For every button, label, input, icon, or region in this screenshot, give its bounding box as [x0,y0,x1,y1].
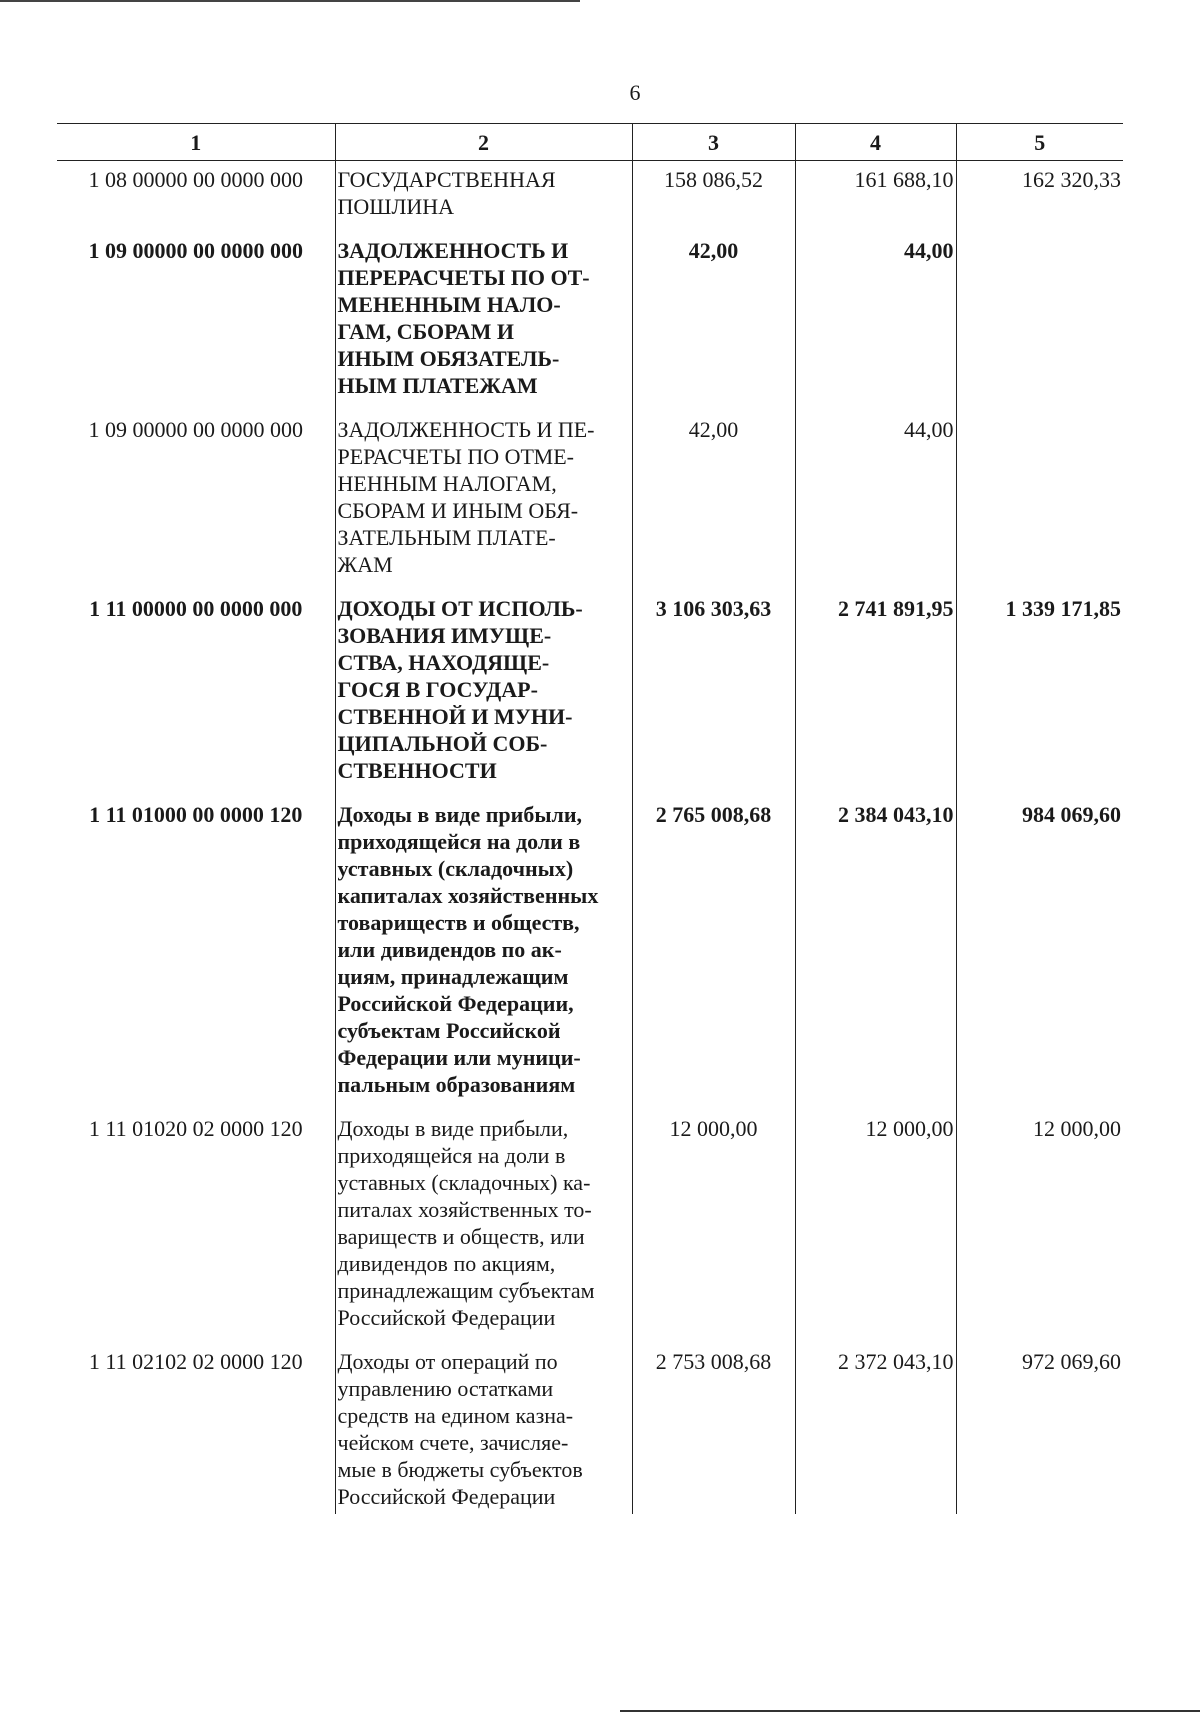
row-name-cell: Доходы в виде прибыли, приходящейся на доли в уставных (складочных) капиталах хозяйственных товариществ и обществ, или дивидендов по ак- циям, принадлежащим Российской Федерации, субъектам Российской Федерации или муници- пальным образованиям [335,796,632,1110]
row-value-col5-cell [956,232,1123,411]
table-row [57,590,1123,796]
row-name-cell: ЗАДОЛЖЕННОСТЬ И ПЕ- РЕРАСЧЕТЫ ПО ОТМЕ- НЕННЫМ НАЛОГАМ, СБОРАМ И ИНЫМ ОБЯ- ЗАТЕЛЬНЫМ ПЛАТЕ- ЖАМ [335,411,632,590]
header-col-2: 2 [335,124,632,161]
row-code-cell: 1 08 00000 00 0000 000 [88,167,303,192]
row-value-col3-cell: 42,00 [632,411,795,590]
row-code-cell: 1 11 02102 02 0000 120 [88,1349,303,1374]
row-value-col3-cell: 158 086,52 [632,161,795,233]
table-row [57,232,1123,411]
row-value-col3-cell: 2 753 008,68 [632,1343,795,1514]
row-value-col5-cell: 1 339 171,85 [956,590,1123,796]
row-value-col5-cell: 984 069,60 [956,796,1123,1110]
row-value-col3-cell: 42,00 [632,232,795,411]
header-col-1: 1 [57,124,335,161]
header-col-5: 5 [956,124,1123,161]
row-value-col4-cell: 2 384 043,10 [795,796,956,1110]
row-value-col4-cell: 161 688,10 [795,161,956,233]
table-row [57,161,1123,233]
row-code-cell: 1 09 00000 00 0000 000 [88,417,303,442]
row-value-col5-cell [956,411,1123,590]
row-value-col4-cell: 2 741 891,95 [795,590,956,796]
table-row [57,1343,1123,1514]
row-name-cell: ГОСУДАРСТВЕННАЯ ПОШЛИНА [335,161,632,233]
page-number: 6 [629,80,641,105]
row-value-col5-cell: 12 000,00 [956,1110,1123,1343]
budget-revenue-table [57,123,1123,1514]
header-col-4: 4 [795,124,956,161]
row-name-cell: ДОХОДЫ ОТ ИСПОЛЬ- ЗОВАНИЯ ИМУЩЕ- СТВА, НАХОДЯЩЕ- ГОСЯ В ГОСУДАР- СТВЕННОЙ И МУНИ- ЦИПАЛЬНОЙ СОБ- СТВЕННОСТИ [335,590,632,796]
row-code-cell: 1 11 01020 02 0000 120 [88,1116,303,1141]
row-value-col4-cell: 12 000,00 [795,1110,956,1343]
row-value-col4-cell: 2 372 043,10 [795,1343,956,1514]
top-scan-rule [0,0,580,2]
row-value-col4-cell: 44,00 [795,232,956,411]
header-col-3: 3 [632,124,795,161]
table-row [57,796,1123,1110]
row-code-cell: 1 11 01000 00 0000 120 [89,802,303,827]
row-name-cell: Доходы в виде прибыли, приходящейся на доли в уставных (складочных) ка- питалах хозяйственных то- вариществ и обществ, или дивидендов по акциям, принадлежащим субъектам Российской Федерации [335,1110,632,1343]
table-row [57,411,1123,590]
row-name-cell: ЗАДОЛЖЕННОСТЬ И ПЕРЕРАСЧЕТЫ ПО ОТ- МЕНЕННЫМ НАЛО- ГАМ, СБОРАМ И ИНЫМ ОБЯЗАТЕЛЬ- НЫМ ПЛАТЕЖАМ [335,232,632,411]
row-code-cell: 1 11 00000 00 0000 000 [89,596,303,621]
row-value-col3-cell: 3 106 303,63 [632,590,795,796]
bottom-scan-rule [620,1710,1200,1712]
row-name-cell: Доходы от операций по управлению остатками средств на едином казна- чейском счете, зачисляе- мые в бюджеты субъектов Российской Федерации [335,1343,632,1514]
row-value-col4-cell: 44,00 [795,411,956,590]
row-value-col5-cell: 972 069,60 [956,1343,1123,1514]
row-code-cell: 1 09 00000 00 0000 000 [88,238,303,263]
row-value-col3-cell: 12 000,00 [632,1110,795,1343]
table-body [57,161,1123,1515]
table-row [57,1110,1123,1343]
header-row [57,124,1123,161]
row-value-col3-cell: 2 765 008,68 [632,796,795,1110]
row-value-col5-cell: 162 320,33 [956,161,1123,233]
